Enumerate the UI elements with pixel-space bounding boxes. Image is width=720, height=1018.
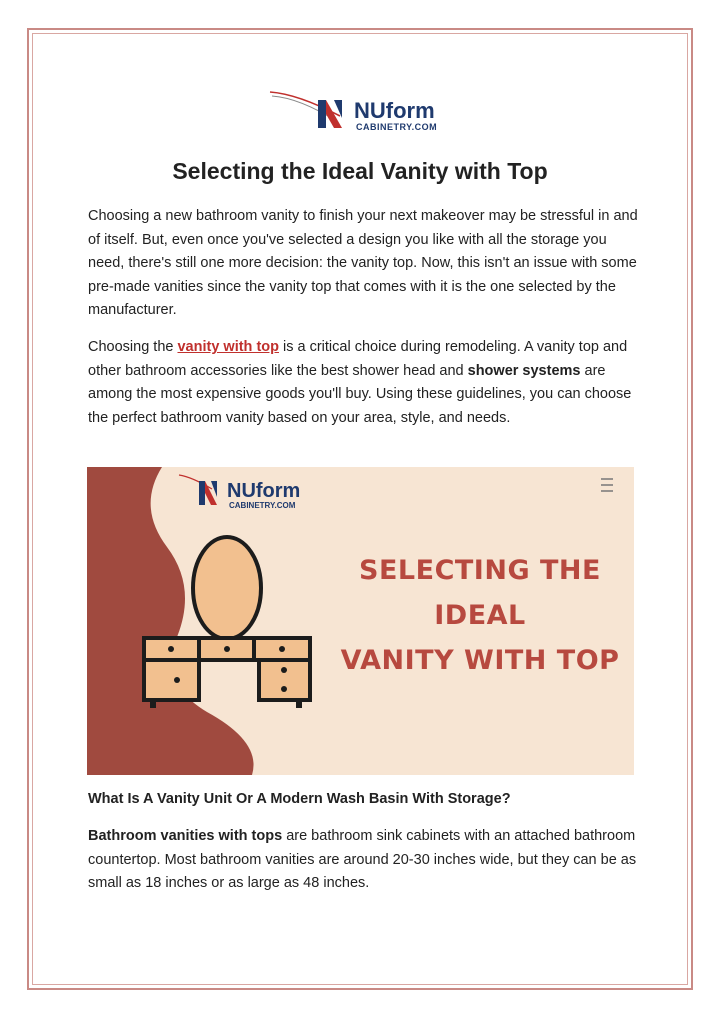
banner-line-3: VANITY WITH TOP xyxy=(340,645,620,676)
banner-line-1: SELECTING THE xyxy=(359,555,601,586)
vanity-with-top-link[interactable]: vanity with top xyxy=(177,339,279,355)
banner-line-2: IDEAL xyxy=(434,600,526,631)
logo-brand-text: NUform xyxy=(354,98,435,123)
p3-text-after-bold: are bathroom sink cabinets with an attached bathroom countertop. Most bathroom vanities are around 20-30 inches wide, but they can be as small as 18 inches or as large as 48 inches. xyxy=(88,828,637,892)
p2-text-after-bold: are among the most expensive goods you'll buy. Using these guidelines, you can choose the perfect bathroom vanity based on your area, style, and needs. xyxy=(88,362,632,426)
bathroom-vanities-bold: Bathroom vanities with tops xyxy=(88,828,283,844)
page-title: Selecting the Ideal Vanity with Top xyxy=(172,158,548,184)
p2-text-before-link: Choosing the xyxy=(88,339,178,355)
third-paragraph xyxy=(88,825,640,896)
nuform-logo xyxy=(268,88,448,134)
banner-brand-text: NUform xyxy=(227,480,301,502)
second-paragraph xyxy=(88,336,640,430)
section-heading: What Is A Vanity Unit Or A Modern Wash Basin With Storage? xyxy=(88,791,511,807)
shower-systems-bold: shower systems xyxy=(467,362,581,379)
banner-brand-subtext: CABINETRY.COM xyxy=(229,501,296,510)
logo-brand-subtext: CABINETRY.COM xyxy=(356,122,438,132)
p2-text-after-link: is a critical choice during remodeling. A vanity top and other bathroom accessories like the best shower head and xyxy=(88,339,628,379)
intro-paragraph: Choosing a new bathroom vanity to finish your next makeover may be stressful in and of itself. But, even once you've selected a design you like with all the storage you need, there's still one more decision: the vanity top. Now, this isn't an issue with some pre-made vanities since the vanity top that comes with it is the one selected by the manufacturer. xyxy=(88,208,638,319)
